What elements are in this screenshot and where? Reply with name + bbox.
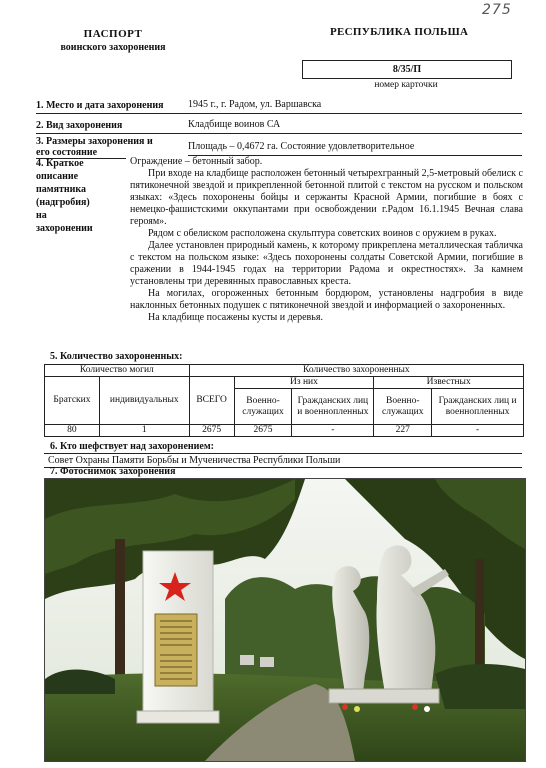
- of-them-header: Из них: [234, 377, 374, 389]
- description-text: [130, 156, 523, 324]
- col-total: ВСЕГО: [189, 377, 234, 425]
- graves-header: Количество могил: [45, 365, 190, 377]
- col-civil-1: Гражданских лиц и военнопленных: [292, 389, 374, 425]
- value-bratskih: 80: [45, 425, 100, 437]
- col-military-2: Военно-служащих: [374, 389, 432, 425]
- place-value-underline: [188, 113, 522, 114]
- card-number-label: номер карточки: [374, 80, 438, 90]
- description-paragraph: На кладбище посажены кусты и деревья.: [148, 312, 323, 323]
- type-value: Кладбище воинов СА: [188, 119, 281, 130]
- passport-subtitle: воинского захоронения: [60, 42, 166, 53]
- place-underline: [36, 113, 188, 114]
- value-civil-1: -: [292, 425, 374, 437]
- size-label-line1: 3. Размеры захоронения и: [36, 136, 153, 147]
- value-military-2: 227: [374, 425, 432, 437]
- size-label-line2: его состояние: [36, 147, 98, 158]
- sponsor-title: 6. Кто шефствует над захоронением:: [50, 441, 214, 452]
- description-paragraph: При входе на кладбище расположен бетонный четырехгранный 2,5-метровый обелиск с пятиконечной звездой и прикрепленной бетонной плитой с текстом на русском и польском языках: «Здесь похоронены бойцы и сержанты Красной Армии, погибшие в боях с немецко-фашистскими оккупантами при освобождении г.Радом 16.1.1945 Вечная слава героям».: [130, 168, 523, 227]
- type-underline: [36, 133, 188, 134]
- type-value-underline: [188, 133, 522, 134]
- col-civil-2: Гражданских лиц и военнопленных: [432, 389, 524, 425]
- buried-header: Количество захороненных: [189, 365, 523, 377]
- value-total: 2675: [189, 425, 234, 437]
- size-value: Площадь – 0,4672 га. Состояние удовлетворительное: [188, 141, 415, 152]
- card-number-box: 8/35/П: [302, 60, 512, 79]
- place-label: 1. Место и дата захоронения: [36, 100, 164, 111]
- passport-header: [38, 28, 188, 53]
- value-civil-2: -: [432, 425, 524, 437]
- description-paragraph: Рядом с обелиском расположена скульптура советских воинов с оружием в руках.: [148, 228, 497, 239]
- col-individual: индивидуальных: [99, 377, 189, 425]
- country-title: РЕСПУБЛИКА ПОЛЬША: [330, 26, 469, 38]
- handwritten-page-number: 275: [482, 2, 512, 18]
- quantity-table: [44, 364, 524, 437]
- description-paragraph: Далее установлен природный камень, к которому прикреплена металлическая табличка с текстом на польском языке: «Здесь похоронены солдаты Советской Армии, погибшие в сражении в 1944-1945 годах на территории Радома и окрестностях». За камнем установлены три деревянных православных креста.: [130, 240, 523, 287]
- sponsor-value: Совет Охраны Памяти Борьбы и Мученичества Республики Польши: [44, 453, 522, 468]
- type-label: 2. Вид захоронения: [36, 120, 123, 131]
- burial-photo: [44, 478, 526, 762]
- description-label: 4. Краткое описание памятника (надгробия) на захоронении: [36, 158, 93, 234]
- place-value: 1945 г., г. Радом, ул. Варшавска: [188, 99, 322, 110]
- description-paragraph: На могилах, огороженных бетонным бордюром, установлены надгробия в виде наклонных бетонных подушек с пятиконечной звездой и информацией о захороненных.: [130, 288, 523, 311]
- value-military-1: 2675: [234, 425, 292, 437]
- passport-title: ПАСПОРТ: [83, 28, 143, 40]
- col-military-1: Военно-служащих: [234, 389, 292, 425]
- quantity-title: 5. Количество захороненных:: [50, 351, 183, 362]
- known-header: Известных: [374, 377, 524, 389]
- col-bratskih: Братских: [45, 377, 100, 425]
- value-individual: 1: [99, 425, 189, 437]
- burial-photo-image: [45, 479, 525, 761]
- photo-title: 7. Фотоснимок захоронения: [50, 466, 176, 477]
- table-row: [45, 425, 524, 437]
- description-paragraph: Ограждение – бетонный забор.: [130, 156, 263, 167]
